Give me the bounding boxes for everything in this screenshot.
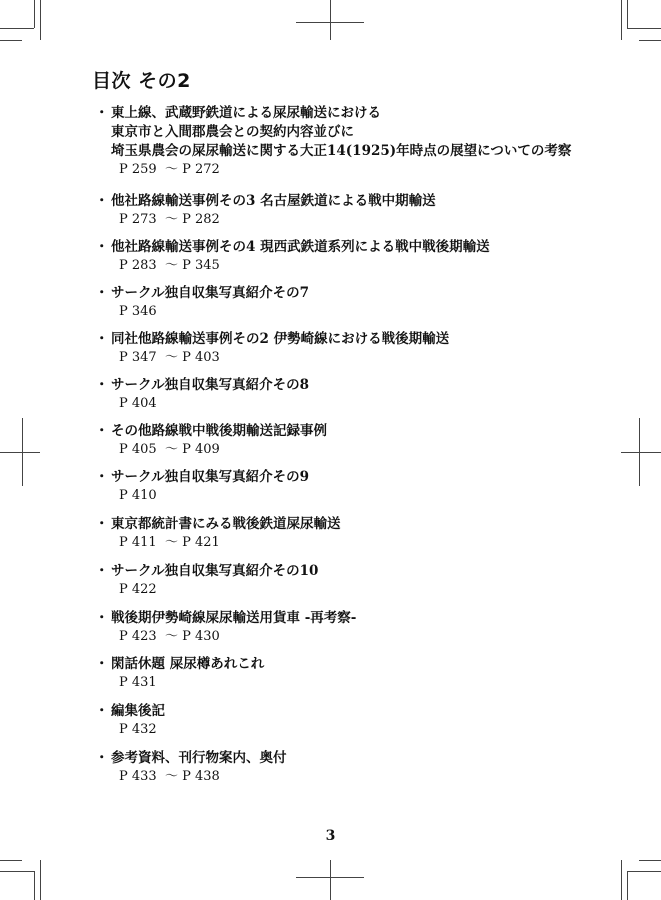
toc-entry xyxy=(95,376,595,413)
toc-entry-title xyxy=(95,238,595,257)
trim-mark xyxy=(627,0,628,28)
toc-entry-text: 東京市と入間郡農会との契約内容並びに xyxy=(111,124,354,140)
registration-mark xyxy=(330,0,331,40)
toc-entry-title xyxy=(95,562,595,581)
toc-entry-pages: P 259 ～ P 272 xyxy=(119,162,220,177)
trim-mark xyxy=(639,860,661,861)
toc-entry-pages: P 347 ～ P 403 xyxy=(119,350,220,365)
toc-entry xyxy=(95,562,595,599)
toc-entry xyxy=(95,468,595,505)
registration-mark xyxy=(22,418,23,486)
toc-entry-title xyxy=(95,104,595,123)
toc-entry xyxy=(95,238,595,275)
toc-entry-pages: P 431 xyxy=(119,675,157,690)
toc-entry-text: 埼玉県農会の屎尿輸送に関する大正14(1925)年時点の展望についての考察 xyxy=(111,143,572,159)
toc-entry-title xyxy=(95,142,595,161)
bullet: ・ xyxy=(95,105,109,121)
toc-entry-text: サークル独自収集写真紹介その10 xyxy=(111,563,319,579)
bullet: ・ xyxy=(95,239,109,255)
toc-entry-title xyxy=(95,515,595,534)
toc-entry-pages: P 404 xyxy=(119,396,157,411)
trim-mark xyxy=(0,871,34,872)
toc-entry-title xyxy=(95,702,595,721)
toc-entry-pages: P 411 ～ P 421 xyxy=(119,535,220,550)
toc-entry-title xyxy=(95,749,595,768)
toc-entry-pages: P 432 xyxy=(119,722,157,737)
trim-mark xyxy=(40,0,41,40)
toc-entry xyxy=(95,284,595,321)
toc-entry xyxy=(95,702,595,739)
toc-entry-text: 閑話休題 屎尿樽あれこれ xyxy=(111,656,265,672)
toc-entry xyxy=(95,655,595,692)
toc-entry-pages: P 405 ～ P 409 xyxy=(119,442,220,457)
bullet: ・ xyxy=(95,703,109,719)
toc-entry-pages: P 422 xyxy=(119,582,157,597)
bullet: ・ xyxy=(95,610,109,626)
trim-mark xyxy=(621,860,622,900)
toc-entry-title xyxy=(95,376,595,395)
toc-entry xyxy=(95,104,595,179)
toc-entry-text: 東京都統計書にみる戦後鉄道屎尿輸送 xyxy=(111,516,341,532)
toc-entry-title xyxy=(95,422,595,441)
toc-entry-title xyxy=(95,468,595,487)
toc-entry-pages: P 433 ～ P 438 xyxy=(119,769,220,784)
registration-mark xyxy=(621,452,661,453)
trim-mark xyxy=(0,860,22,861)
toc-entry-pages: P 283 ～ P 345 xyxy=(119,258,220,273)
toc-entry xyxy=(95,422,595,459)
trim-mark xyxy=(639,40,661,41)
toc-entry-text: その他路線戦中戦後期輸送記録事例 xyxy=(111,423,327,439)
bullet: ・ xyxy=(95,193,109,209)
toc-entry-text: 他社路線輸送事例その3 名古屋鉄道による戦中期輸送 xyxy=(111,193,436,209)
toc-entry xyxy=(95,749,595,786)
bullet: ・ xyxy=(95,563,109,579)
toc-entry-text: 戦後期伊勢崎線屎尿輸送用貨車 -再考察- xyxy=(111,610,357,626)
toc-entry-title xyxy=(95,330,595,349)
bullet: ・ xyxy=(95,469,109,485)
toc-entry-text: 東上線、武蔵野鉄道による屎尿輸送における xyxy=(111,105,381,121)
toc-entry-title xyxy=(95,655,595,674)
bullet: ・ xyxy=(95,656,109,672)
trim-mark xyxy=(621,0,622,40)
trim-mark xyxy=(627,871,661,872)
toc-entry-pages: P 410 xyxy=(119,488,157,503)
bullet: ・ xyxy=(95,331,109,347)
trim-mark xyxy=(0,40,22,41)
toc-entry-title xyxy=(95,123,595,142)
toc-entry-text: 他社路線輸送事例その4 現西武鉄道系列による戦中戦後期輸送 xyxy=(111,239,490,255)
toc-entry-pages: P 346 xyxy=(119,304,157,319)
bullet: ・ xyxy=(95,285,109,301)
toc-entry-text: サークル独自収集写真紹介その9 xyxy=(111,469,309,485)
toc-entry-text: 同社他路線輸送事例その2 伊勢崎線における戦後期輸送 xyxy=(111,331,450,347)
trim-mark xyxy=(40,860,41,900)
trim-mark xyxy=(34,0,35,28)
toc-entry xyxy=(95,609,595,646)
trim-mark xyxy=(0,28,34,29)
registration-mark xyxy=(639,418,640,486)
bullet: ・ xyxy=(95,750,109,766)
toc-entry-text: 編集後記 xyxy=(111,703,165,719)
toc-entry-text: サークル独自収集写真紹介その8 xyxy=(111,377,309,393)
toc-entry xyxy=(95,192,595,229)
toc-entry-text: サークル独自収集写真紹介その7 xyxy=(111,285,309,301)
page-number: 3 xyxy=(325,828,336,844)
bullet: ・ xyxy=(95,423,109,439)
trim-mark xyxy=(627,28,661,29)
toc-entry-pages: P 423 ～ P 430 xyxy=(119,629,220,644)
toc-entry-pages: P 273 ～ P 282 xyxy=(119,212,220,227)
toc-entry xyxy=(95,515,595,552)
toc-entry-title xyxy=(95,609,595,628)
toc-entry-title xyxy=(95,192,595,211)
registration-mark xyxy=(0,452,40,453)
page-title: 目次 その2 xyxy=(92,70,191,92)
toc-entry xyxy=(95,330,595,367)
bullet: ・ xyxy=(95,377,109,393)
toc-entry-title xyxy=(95,284,595,303)
trim-mark xyxy=(34,871,35,900)
registration-mark xyxy=(330,860,331,900)
bullet: ・ xyxy=(95,516,109,532)
toc-entry-text: 参考資料、刊行物案内、奥付 xyxy=(111,750,287,766)
trim-mark xyxy=(627,871,628,900)
